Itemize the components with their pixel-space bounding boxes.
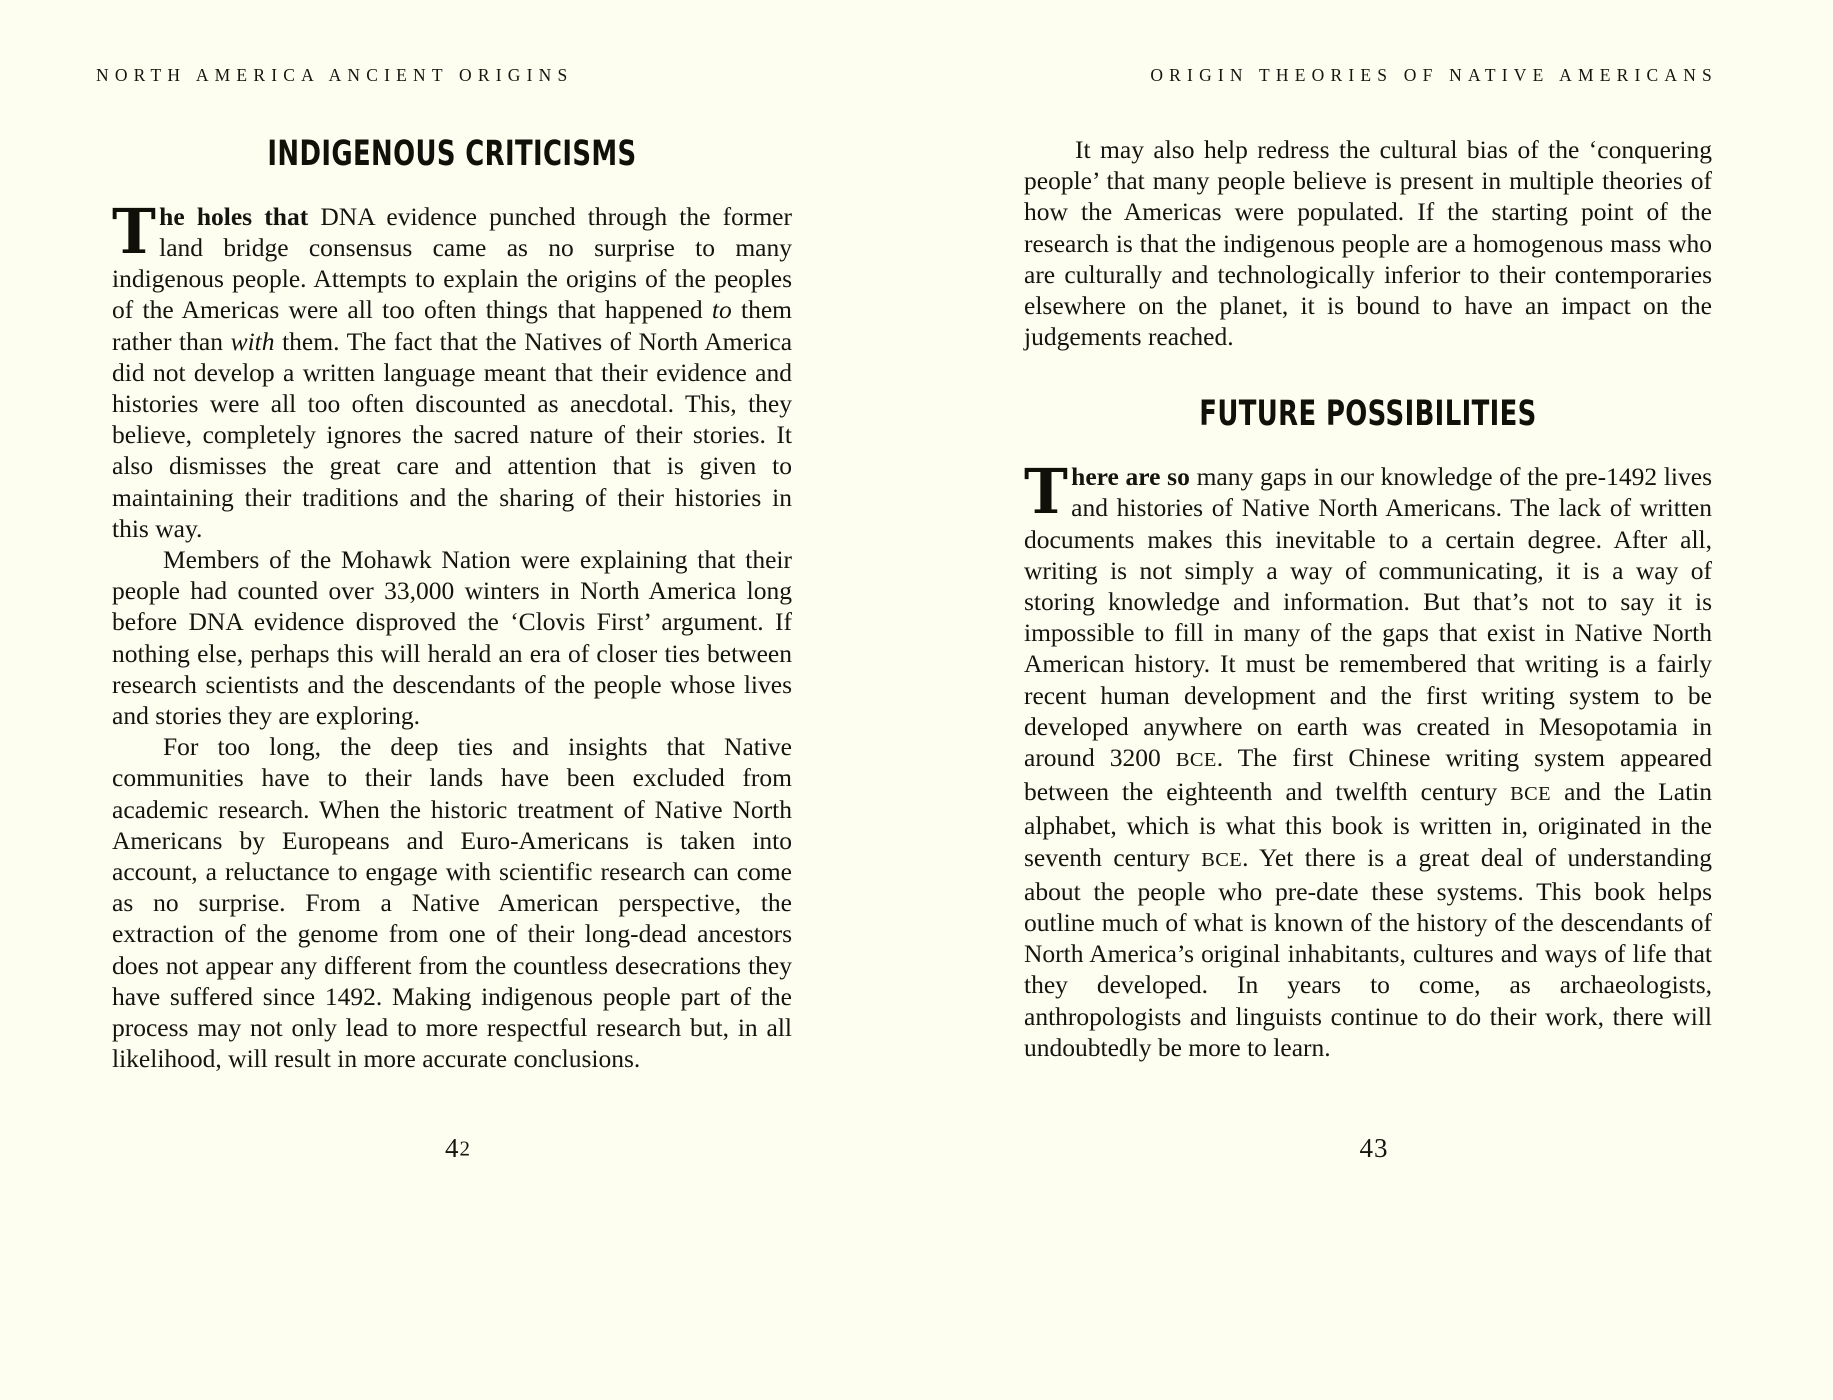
- paragraph-text-a: DNA evidence punched through the former land bridge consensus came as no surprise to many indigenous people. Attempts to explain the origins of the peoples of the Americas were all too often things that happened: [112, 201, 792, 325]
- paragraph-text-c: them. The fact that the Natives of North America did not develop a written language meant that their evidence and histories were all too often discounted as anecdotal. This, they believe, completely ignores the sacred nature of their stories. It also dismisses the great care and attention that is given to maintaining their traditions and the sharing of their histories in this way.: [112, 326, 793, 543]
- paragraph-there-are-so-many-gaps: [1024, 455, 1713, 1063]
- italic-word-with: with: [230, 326, 275, 356]
- drop-cap-letter-left: T: [112, 194, 156, 268]
- paragraph-text-b-right: . The first Chinese writing system appeared between the eighteenth and twelfth century: [1024, 743, 1712, 807]
- small-caps-bce-1: BCE: [1175, 749, 1217, 771]
- paragraph-for-too-long: For too long, the deep ties and insights that Native communities have to their lands have been excluded from academic research. When the historic treatment of Native North Americans by Europeans and Euro-Americans is taken into account, a reluctance to engage with scientific research can come as no surprise. From a Native American perspective, the extraction of the genome from one of their long-dead ancestors does not appear any different from the countless desecrations they have suffered since 1492. Making indigenous people part of the process may not only lead to more respectful research but, in all likelihood, will result in more accurate conclusions.: [112, 732, 792, 1074]
- body-column-left: [112, 194, 793, 1075]
- page-right: [916, 0, 1832, 1400]
- page-left: [0, 0, 916, 1400]
- lead-in-bold-left: he holes that: [159, 201, 309, 231]
- page-number-left-second-digit: 2: [459, 1136, 471, 1161]
- drop-cap-letter-right: T: [1024, 455, 1068, 529]
- page-number-left-main: 4: [445, 1133, 460, 1163]
- section-heading-future-possibilities-wrap: [1024, 396, 1712, 433]
- paragraph-text-a-right: many gaps in our knowledge of the pre-1492 lives and histories of Native North Americans. The lack of written documents makes this inevitable to a certain degree. After all, writing is not simply a way of communicating, it is a way of storing knowledge and information. But that’s not to say it is impossible to fill in many of the gaps that exist in Native North American history. It must be remembered that writing is a fairly recent human development and the first writing system to be developed anywhere on earth was created in Mesopotamia in around 3200: [1024, 462, 1713, 772]
- paragraph-text-d-right: . Yet there is a great deal of understanding about the people who pre-date these systems. This book helps outline much of what is known of the history of the descendants of North America’s original inhabitants, cultures and ways of life that they developed. In years to come, as archaeologists, anthropologists and linguists continue to do their work, there will undoubtedly be more to learn.: [1024, 842, 1712, 1062]
- section-heading-future-possibilities: FUTURE POSSIBILITIES: [1199, 394, 1537, 435]
- running-head-right: ORIGIN THEORIES OF NATIVE AMERICANS: [1150, 65, 1718, 85]
- lead-in-bold-right: here are so: [1071, 462, 1190, 492]
- section-heading-indigenous-criticisms: INDIGENOUS CRITICISMS: [267, 134, 637, 174]
- paragraph-mohawk-nation: Members of the Mohawk Nation were explaining that their people had counted over 33,000 winters in North America long before DNA evidence disproved the ‘Clovis First’ argument. If nothing else, perhaps this will herald an era of closer ties between research scientists and the descendants of the people whose lives and stories they are exploring.: [112, 544, 792, 730]
- page-number-right: 43: [1359, 1133, 1389, 1163]
- italic-word-to: to: [711, 295, 732, 325]
- section-heading-indigenous-criticisms-wrap: [112, 136, 792, 173]
- paragraph-text-c-right: and the Latin alphabet, which is what this book is written in, originated in the seventh century: [1024, 777, 1712, 872]
- paragraph-text-b: them rather than: [112, 295, 792, 356]
- small-caps-bce-2: BCE: [1510, 783, 1552, 806]
- paragraph-cultural-bias: It may also help redress the cultural bias of the ‘conquering people’ that many people believe is present in multiple theories of how the Americas were populated. If the starting point of the research is that the indigenous people are a homogenous mass who are culturally and technologically inferior to their contemporaries elsewhere on the planet, it is bound to have an impact on the judgements reached.: [1024, 135, 1712, 352]
- running-head-left: NORTH AMERICA ANCIENT ORIGINS: [96, 65, 574, 85]
- small-caps-bce-3: BCE: [1201, 848, 1243, 871]
- body-column-right: [1024, 134, 1712, 1063]
- page-number-left: [0, 1133, 916, 1164]
- paragraph-holes-that-dna: [112, 194, 793, 544]
